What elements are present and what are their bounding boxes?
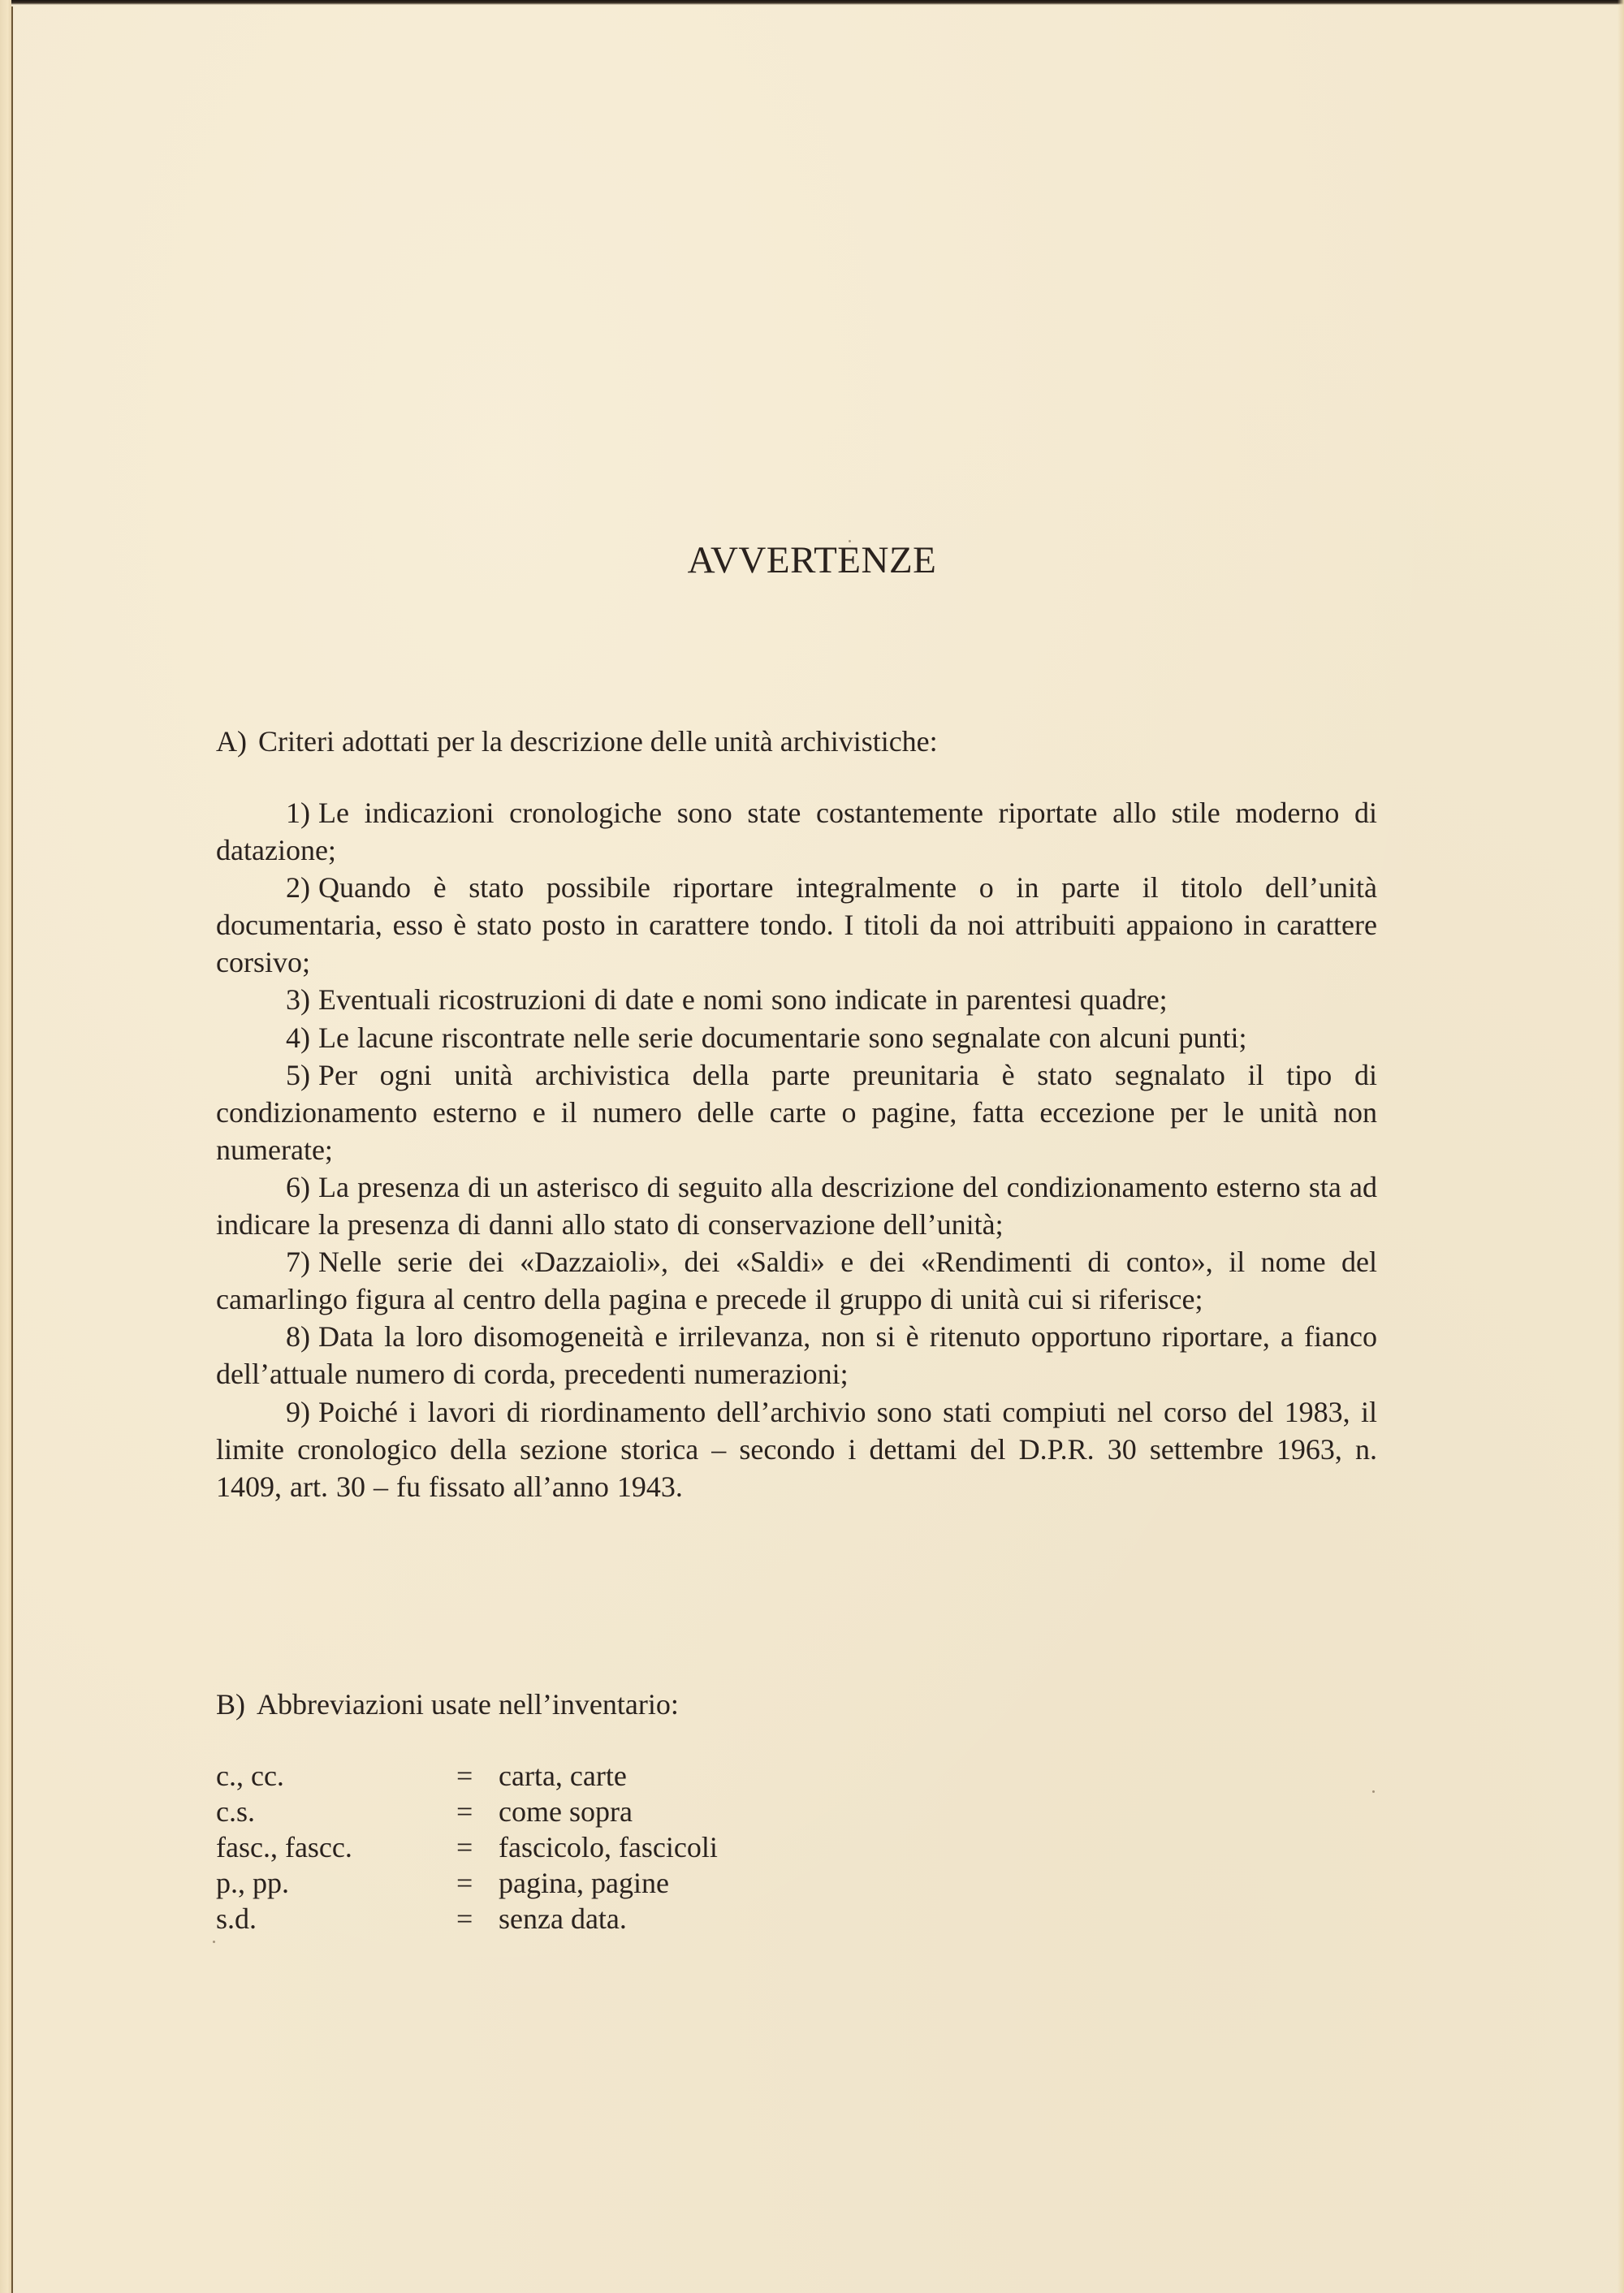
item-text: Le indicazioni cronologiche sono state costantemente riportate allo stile moderno di datazione; [216, 797, 1377, 867]
criteria-item-8 [216, 1318, 1377, 1393]
section-a-heading [216, 723, 938, 760]
paper-speck [213, 1941, 215, 1943]
equals-sign: = [456, 1867, 473, 1899]
item-number: 5) [286, 1058, 310, 1091]
binding-line [11, 6, 13, 2293]
item-text: Nelle serie dei «Dazzaioli», dei «Saldi» e dei «Rendimenti di conto», il nome del camarlingo figura al centro della pagina e precede il gruppo di unità cui si riferisce; [216, 1246, 1377, 1316]
criteria-item-1 [216, 794, 1377, 869]
abbreviation: fasc., fascc. [216, 1831, 352, 1863]
item-text: Quando è stato possibile riportare integralmente o in parte il titolo dell’unità documentaria, esso è stato posto in carattere tondo. I titoli da noi attribuiti appaiono in carattere corsivo; [216, 871, 1377, 979]
abbreviation-meaning: carta, carte [499, 1760, 627, 1792]
criteria-item-5 [216, 1056, 1377, 1168]
abbreviation-meaning: senza data. [499, 1902, 627, 1935]
top-dark-edge [0, 0, 1624, 5]
equals-sign: = [456, 1902, 473, 1935]
criteria-item-6 [216, 1168, 1377, 1243]
abbreviation-row [216, 1794, 718, 1829]
paper-speck [1372, 1790, 1375, 1793]
item-text: Per ogni unità archivistica della parte preunitaria è stato segnalato il tipo di condizionamento esterno e il numero delle carte o pagine, fatta eccezione per le unità non numerate; [216, 1058, 1377, 1166]
abbreviations-table [216, 1758, 718, 1937]
criteria-item-3 [216, 981, 1377, 1018]
abbreviation-row [216, 1758, 718, 1794]
section-b-heading [216, 1686, 679, 1723]
criteria-item-4 [216, 1019, 1377, 1056]
criteria-list [216, 794, 1377, 1505]
item-text: Eventuali ricostruzioni di date e nomi sono indicate in parentesi quadre; [318, 983, 1168, 1017]
item-text: Data la loro disomogeneità e irrilevanza, non si è ritenuto opportuno riportare, a fianco dell’attuale numero di corda, precedenti numerazioni; [216, 1320, 1377, 1391]
section-b-mark: B) [216, 1688, 245, 1721]
item-number: 9) [286, 1395, 310, 1428]
item-number: 3) [286, 983, 310, 1017]
section-a-title: Criteri adottati per la descrizione delle unità archivistiche: [258, 725, 938, 758]
abbreviation-row [216, 1901, 718, 1937]
section-b-title: Abbreviazioni usate nell’inventario: [257, 1688, 679, 1721]
binding-spine [0, 0, 11, 2293]
page-title: AVVERTENZE [687, 539, 937, 581]
item-number: 6) [286, 1170, 310, 1203]
item-text: Le lacune riscontrate nelle serie documentarie sono segnalate con alcuni punti; [318, 1021, 1247, 1054]
page-right-edge [1618, 0, 1624, 2293]
item-number: 7) [286, 1246, 310, 1279]
item-number: 1) [286, 797, 310, 829]
criteria-item-7 [216, 1243, 1377, 1318]
abbreviation-row [216, 1865, 718, 1901]
abbreviation: p., pp. [216, 1867, 289, 1899]
abbreviation: c.s. [216, 1795, 255, 1828]
item-number: 8) [286, 1320, 310, 1354]
section-a-mark: A) [216, 725, 247, 758]
abbreviation: c., cc. [216, 1760, 284, 1792]
criteria-item-9 [216, 1393, 1377, 1505]
item-number: 2) [286, 871, 310, 905]
criteria-item-2 [216, 869, 1377, 981]
item-number: 4) [286, 1021, 310, 1054]
abbreviation-row [216, 1829, 718, 1865]
abbreviation-meaning: come sopra [499, 1795, 633, 1828]
equals-sign: = [456, 1795, 473, 1828]
abbreviation: s.d. [216, 1902, 257, 1935]
abbreviation-meaning: pagina, pagine [499, 1867, 669, 1899]
item-text: Poiché i lavori di riordinamento dell’archivio sono stati compiuti nel corso del 1983, il limite cronologico della sezione storica – secondo i dettami del D.P.R. 30 settembre 1963, n. 1409, art. 30 – fu fissato all’anno 1943. [216, 1395, 1377, 1503]
item-text: La presenza di un asterisco di seguito alla descrizione del condizionamento esterno sta ad indicare la presenza di danni allo stato di conservazione dell’unità; [216, 1170, 1377, 1242]
equals-sign: = [456, 1760, 473, 1792]
equals-sign: = [456, 1831, 473, 1863]
abbreviation-meaning: fascicolo, fascicoli [499, 1831, 718, 1863]
